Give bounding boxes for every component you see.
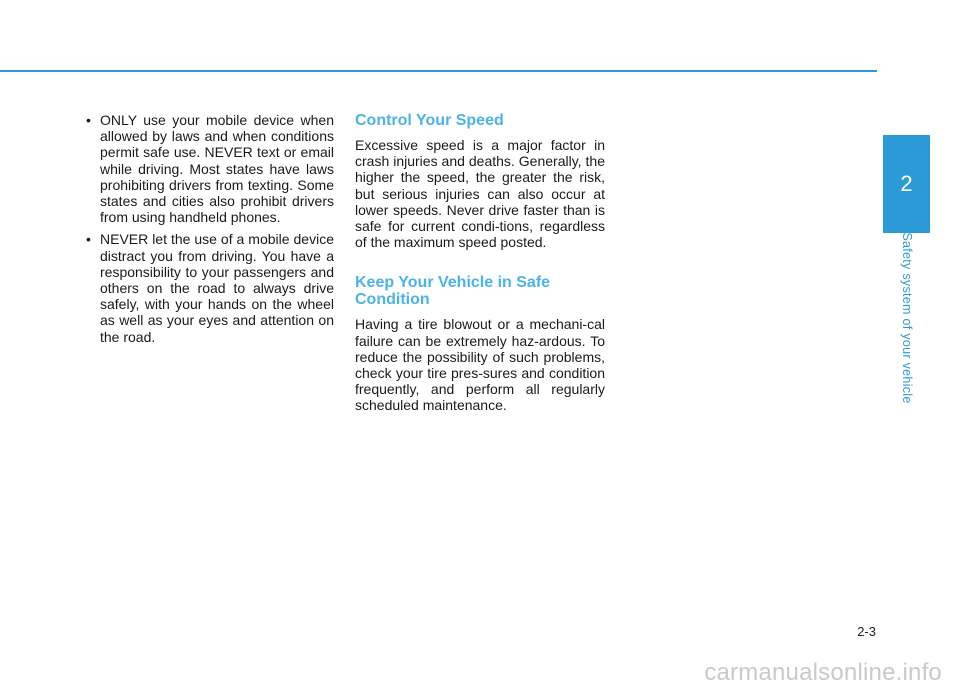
section-heading-condition: Keep Your Vehicle in Safe Condition — [355, 274, 551, 309]
list-item — [84, 112, 334, 225]
bullet-icon: • — [86, 231, 91, 248]
middle-column — [355, 112, 605, 438]
bullet-icon: • — [86, 112, 91, 128]
section-heading-speed: Control Your Speed — [355, 112, 504, 129]
chapter-tab: 2 — [883, 135, 930, 233]
header-rule — [0, 70, 877, 72]
left-column — [84, 112, 334, 351]
bullet-list — [84, 112, 334, 345]
page-number: 2-3 — [857, 624, 876, 639]
bullet-text: ONLY use your mobile device when allowed by laws and when conditions permit safe use. NEVER text or email while driving. Most states have laws prohibiting drivers from texting. Some states and cities also prohibit drivers from using handheld phones. — [100, 112, 334, 226]
list-item — [84, 231, 334, 344]
section-body-speed: Excessive speed is a major factor in crash injuries and deaths. Generally, the higher the speed, the greater the risk, but serious injuries can also occur at lower speeds. Never drive faster than is safe for current condi-tions, regardless of the maximum speed posted. — [355, 137, 605, 251]
watermark: carmanualsonline.info — [704, 659, 942, 686]
chapter-title: Safety system of your vehicle — [900, 232, 914, 404]
bullet-text: NEVER let the use of a mobile device distract you from driving. You have a responsibility to your passengers and others on the road to always drive safely, with your hands on the wheel as well as your eyes and attention on the road. — [100, 231, 334, 345]
section-body-condition: Having a tire blowout or a mechani-cal failure can be extremely haz-ardous. To reduce the possibility of such problems, check your tire pres-sures and condition frequently, and perform all regularly scheduled maintenance. — [355, 316, 605, 414]
